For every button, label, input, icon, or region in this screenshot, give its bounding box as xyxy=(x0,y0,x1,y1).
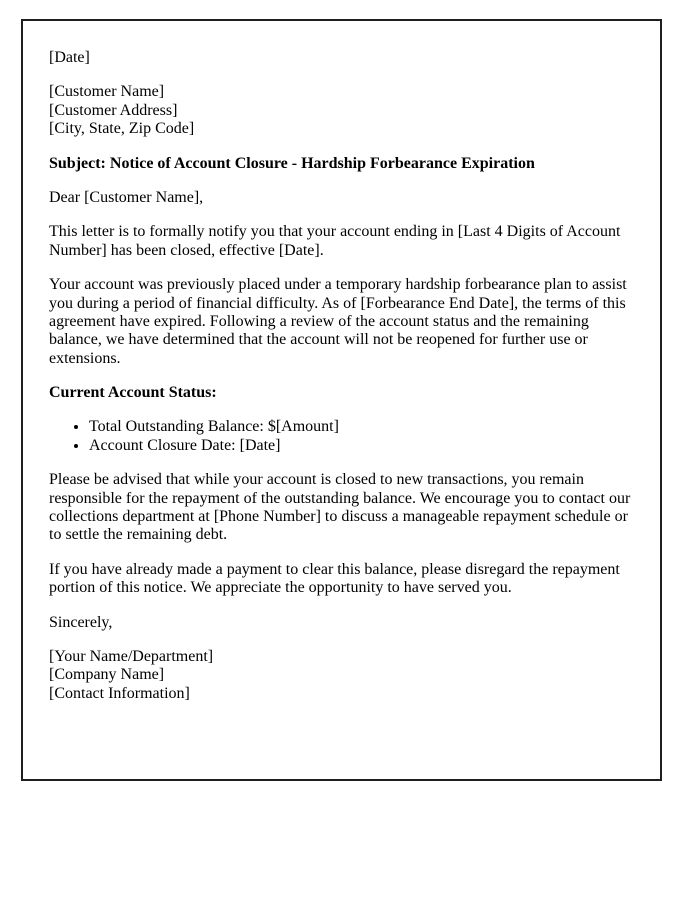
recipient-city-state-zip: [City, State, Zip Code] xyxy=(49,120,195,138)
signature-contact: [Contact Information] xyxy=(49,684,190,702)
paragraph-notify: This letter is to formally notify you that your account ending in [Last 4 Digits of Account Number] has been closed, effective [Date]. xyxy=(49,223,621,259)
closing: Sincerely, xyxy=(49,613,113,631)
status-item-closure-date: • Account Closure Date: [Date] xyxy=(89,437,633,455)
status-list xyxy=(49,418,633,455)
paragraph-background: Your account was previously placed under a temporary hardship forbearance plan to assist you during a period of financial difficulty. As of [Forbearance End Date], the terms of this agreement have expired. Following a review of the account status and the remaining balance, we have determined that the account will not be reopened for further use or extensions. xyxy=(49,276,627,367)
status-heading: Current Account Status: xyxy=(49,384,217,402)
recipient-address: [Customer Address] xyxy=(49,101,178,119)
subject-line: Subject: Notice of Account Closure - Hardship Forbearance Expiration xyxy=(49,154,535,172)
paragraph-disregard: If you have already made a payment to clear this balance, please disregard the repayment portion of this notice. We appreciate the opportunity to have served you. xyxy=(49,560,620,597)
recipient-block xyxy=(49,83,633,138)
paragraph-repayment: Please be advised that while your account is closed to new transactions, you remain responsible for the repayment of the outstanding balance. We encourage you to contact our collections department at [Phone Number] to discuss a manageable repayment schedule or to settle the remaining debt. xyxy=(49,471,631,544)
signature-block xyxy=(49,648,633,703)
date-line: [Date] xyxy=(49,49,90,66)
status-item-balance: • Total Outstanding Balance: $[Amount] xyxy=(89,418,633,436)
letter-document xyxy=(21,19,662,781)
recipient-name: [Customer Name] xyxy=(49,83,165,101)
signature-company: [Company Name] xyxy=(49,666,165,684)
salutation: Dear [Customer Name], xyxy=(49,188,204,206)
signature-name-department: [Your Name/Department] xyxy=(49,647,214,665)
